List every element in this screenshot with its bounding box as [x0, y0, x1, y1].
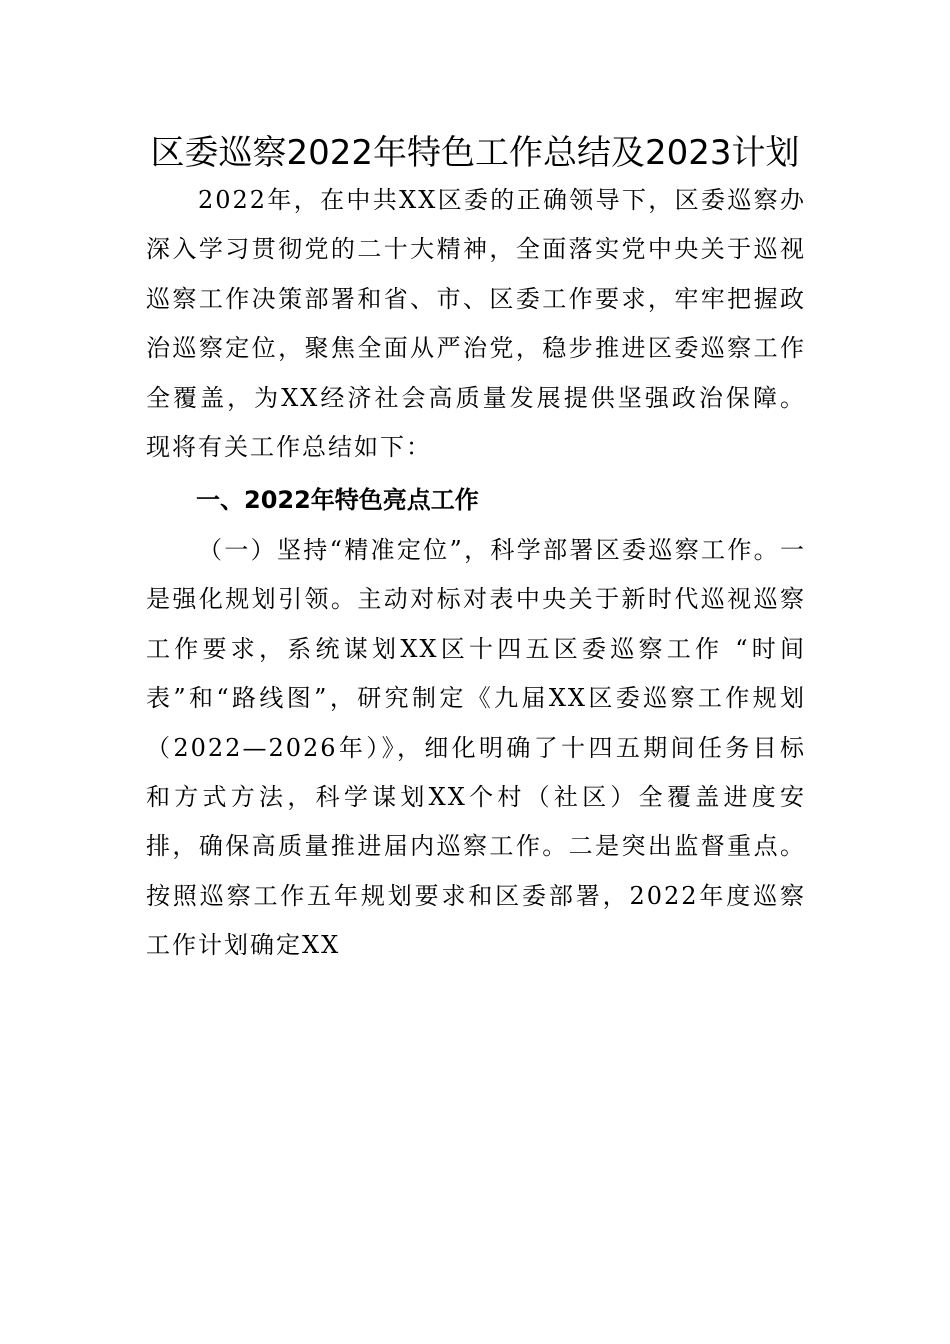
section-1-paragraph-1: （一）坚持“精准定位”，科学部署区委巡察工作。一是强化规划引领。主动对标对表中央关于新时代巡视巡察工作要求，系统谋划XX区十四五区委巡察工作 “时间表”和“路线图”，研究制定《九届XX区委巡察工作规划（2022—2026年）》，细化明确了十四五期间任务目标和方式方法，科学谋划XX个村（社区）全覆盖进度安排，确保高质量推进届内巡察工作。二是突出监督重点。按照巡察工作五年规划要求和区委部署，2022年度巡察工作计划确定XX	[146, 536, 806, 960]
section-heading-1: 一、2022年特色亮点工作	[196, 486, 479, 514]
document-title: 区委巡察2022年特色工作总结及2023计划	[150, 133, 800, 173]
intro-paragraph: 2022年，在中共XX区委的正确领导下，区委巡察办深入学习贯彻党的二十大精神，全面落实党中央关于巡视巡察工作决策部署和省、市、区委工作要求，牢牢把握政治巡察定位，聚焦全面从严治党，稳步推进区委巡察工作全覆盖，为XX经济社会高质量发展提供坚强政治保障。现将有关工作总结如下：	[146, 186, 806, 462]
